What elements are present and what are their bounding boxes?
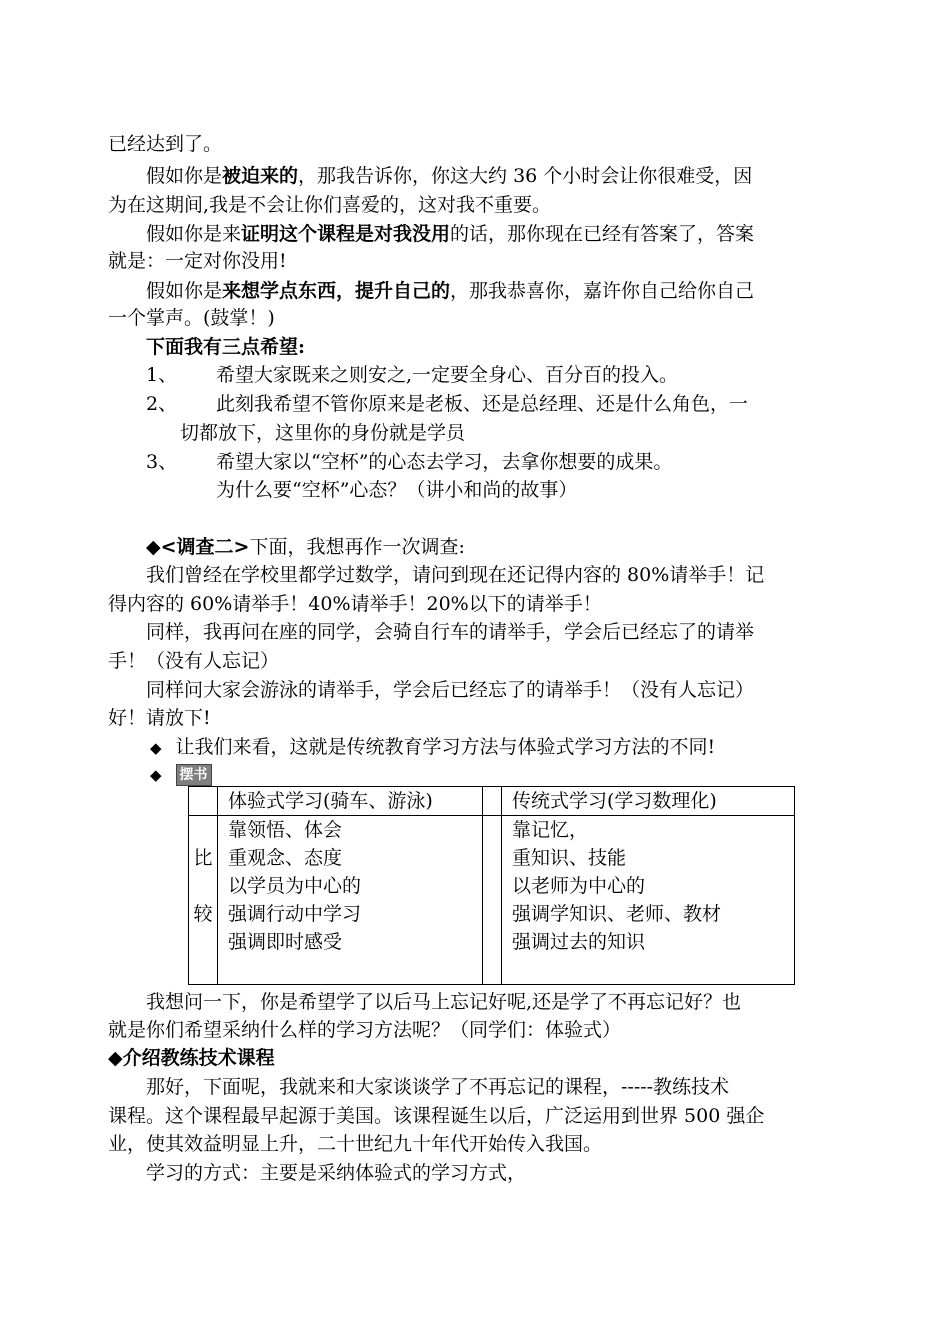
- text-span: 同样，我再问在座的同学，会骑自行车的请举手，学会后已经忘了的请举: [146, 621, 755, 643]
- text-span: 我们曾经在学校里都学过数学，请问到现在还记得内容的 80%请举手！记: [146, 564, 765, 586]
- hope-number: 1、: [146, 364, 178, 386]
- text-line: [108, 647, 279, 675]
- diamond-bullet-icon: ◆: [150, 766, 162, 784]
- hope-text: 希望大家以“空杯”的心态去学习，去拿你想要的成果。: [216, 451, 673, 473]
- text-line: [146, 162, 752, 190]
- text-line: [108, 1016, 621, 1044]
- text-line: [108, 590, 602, 618]
- hope-item-2-cont: [180, 419, 465, 447]
- list-item: 强调即时感受: [228, 931, 343, 953]
- text-span: 的话，那你现在已经有答案了，答案: [450, 223, 755, 245]
- side-label: 比: [193, 847, 213, 869]
- intro-heading-text: ◆介绍教练技术课程: [108, 1047, 275, 1069]
- bold-text: 证明这个课程是对我没用: [241, 223, 451, 245]
- text-span: 学习的方式：主要是采纳体验式的学习方式，: [146, 1162, 527, 1184]
- diamond-bullet-icon: ◆: [150, 739, 162, 757]
- col2-header: 传统式学习(学习数理化): [512, 790, 717, 812]
- text-span: 假如你是: [146, 165, 223, 187]
- list-item: 强调学知识、老师、教材: [512, 903, 722, 925]
- list-item: 靠记忆，: [512, 819, 589, 841]
- text-line: [146, 676, 754, 704]
- list-item: 重知识、技能: [512, 847, 627, 869]
- table-header-row: [189, 787, 795, 816]
- bold-text: 被迫来的: [222, 165, 299, 187]
- hope-number: 2、: [146, 393, 178, 415]
- text-span: 就是你们希望采纳什么样的学习方法呢？（同学们：体验式）: [108, 1019, 622, 1041]
- text-line: [108, 1130, 602, 1158]
- text-span: 那好，下面呢，我就来和大家谈谈学了不再忘记的课程，-----教练技术: [146, 1076, 730, 1098]
- hope-item-3-cont: [216, 476, 577, 504]
- intro-heading: [108, 1044, 275, 1072]
- table-gap-cell: [483, 816, 502, 985]
- text-line: [108, 704, 211, 732]
- col1-header: 体验式学习(骑车、游泳): [228, 790, 433, 812]
- table-body-row: [189, 816, 795, 985]
- text-span: 下面，我想再作一次调查:: [249, 536, 465, 558]
- hope-title-text: 下面我有三点希望:: [146, 336, 306, 358]
- survey-heading: [146, 533, 465, 561]
- list-item: 强调行动中学习: [228, 903, 362, 925]
- hope-number: 3、: [146, 451, 178, 473]
- table-cell-traditional: [502, 816, 795, 985]
- hope-text: 为什么要“空杯”心态？（讲小和尚的故事）: [216, 479, 578, 501]
- hope-item-2: [146, 390, 748, 418]
- text-span: 为在这期间,我是不会让你们喜爱的，这对我不重要。: [108, 194, 552, 216]
- hope-text: 希望大家既来之则安之,一定要全身心、百分百的投入。: [216, 364, 679, 386]
- table-side-cell: [189, 816, 218, 985]
- text-line: [146, 988, 741, 1016]
- table-corner-cell: [189, 787, 218, 816]
- hope-item-1: [146, 361, 678, 389]
- text-span: 手！（没有人忘记）: [108, 650, 280, 672]
- text-span: 得内容的 60%请举手！40%请举手！20%以下的请举手！: [108, 593, 602, 615]
- list-item: 以老师为中心的: [512, 875, 646, 897]
- table-gap-cell: [483, 787, 502, 816]
- list-item: 靠领悟、体会: [228, 819, 343, 841]
- text-line: [146, 618, 754, 646]
- bullet-text: 让我们来看，这就是传统教育学习方法与体验式学习方法的不同!: [175, 736, 716, 758]
- text-span: 业，使其效益明显上升，二十世纪九十年代开始传入我国。: [108, 1133, 603, 1155]
- text-span: 课程。这个课程最早起源于美国。该课程诞生以后，广泛运用到世界 500 强企: [108, 1105, 765, 1127]
- survey-label: ◆<调查二>: [146, 536, 250, 558]
- text-span: 假如你是来: [146, 223, 242, 245]
- bold-text: 来想学点东西，提升自己的: [222, 280, 451, 302]
- text-line: [146, 220, 754, 248]
- text-line: [108, 304, 275, 332]
- text-span: 同样问大家会游泳的请举手，学会后已经忘了的请举手！（没有人忘记）: [146, 679, 755, 701]
- table-header-cell: [218, 787, 483, 816]
- list-item: 重观念、态度: [228, 847, 343, 869]
- table-cell-experiential: [218, 816, 483, 985]
- text-span: 就是：一定对你没用!: [108, 250, 287, 272]
- table-header-cell: [502, 787, 795, 816]
- bullet-item: [150, 760, 212, 789]
- text-span: 一个掌声。(鼓掌！): [108, 307, 275, 329]
- text-span: ，那我恭喜你，嘉许你自己给你自己: [450, 280, 755, 302]
- hope-item-3: [146, 448, 672, 476]
- text-line: [146, 277, 754, 305]
- text-span: 已经达到了。: [108, 133, 223, 155]
- text-span: 好！请放下!: [108, 707, 211, 729]
- text-line: [108, 191, 551, 219]
- text-span: 假如你是: [146, 280, 223, 302]
- text-line: [108, 130, 222, 158]
- display-book-badge: 摆书: [176, 764, 212, 786]
- comparison-table: [188, 786, 795, 985]
- text-line: [146, 561, 764, 589]
- hope-text: 此刻我希望不管你原来是老板、还是总经理、还是什么角色，一: [216, 393, 749, 415]
- side-label: 较: [193, 903, 213, 925]
- hope-title: [146, 333, 305, 361]
- text-line: [108, 1102, 764, 1130]
- hope-text: 切都放下，这里你的身份就是学员: [180, 422, 466, 444]
- list-item: 强调过去的知识: [512, 931, 646, 953]
- text-line: [146, 1073, 729, 1101]
- list-item: 以学员为中心的: [228, 875, 362, 897]
- text-span: 我想问一下，你是希望学了以后马上忘记好呢,还是学了不再忘记好？也: [146, 991, 742, 1013]
- text-span: ，那我告诉你，你这大约 36 个小时会让你很难受，因: [298, 165, 753, 187]
- text-line: [146, 1159, 526, 1187]
- bullet-item: [150, 733, 715, 762]
- text-line: [108, 247, 287, 275]
